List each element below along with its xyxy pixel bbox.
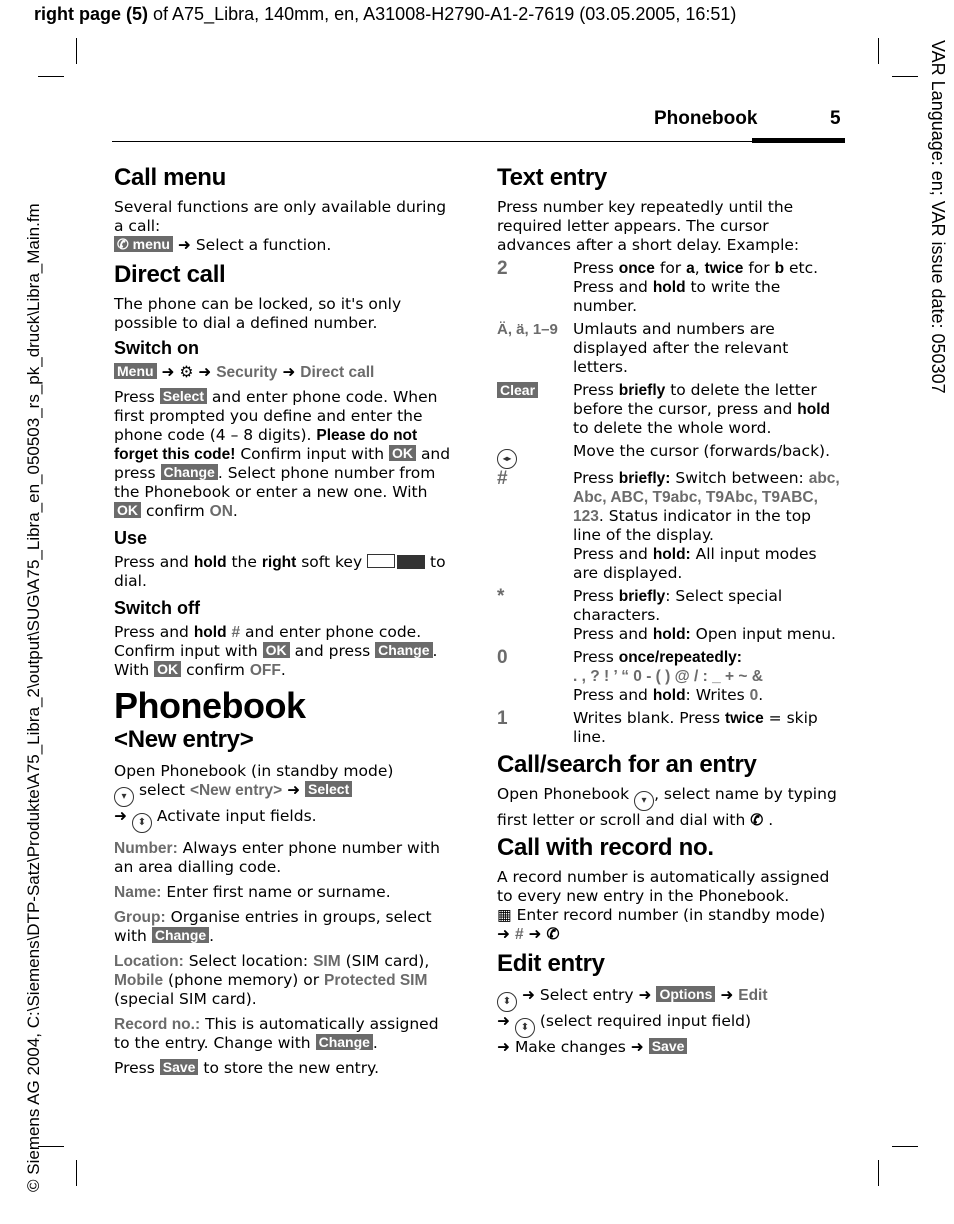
arrow-icon: ➜ <box>497 1038 510 1056</box>
settings-icon: ⚙ <box>179 363 194 381</box>
nav-updown-icon: ⬍ <box>515 1018 535 1038</box>
heading-call-menu: Call menu <box>114 164 226 191</box>
call-menu-action: ✆ menu ➜ Select a function. <box>114 236 459 255</box>
text-entry-row-hash: # Press briefly: Switch between: abc, Abc, ABC, T9abc, T9Abc, T9ABC, 123. Status indicator in the top line of the display. Press and hold: All input modes are displayed. <box>497 468 840 582</box>
change-key: Change <box>152 927 209 943</box>
arrow-icon: ➜ <box>497 925 510 943</box>
new-entry-l3: ➜ ⬍ Activate input fields. <box>114 807 459 833</box>
field-location: Location: Select location: SIM (SIM card), Mobile (phone memory) or Protected SIM (special SIM card). <box>114 952 430 1008</box>
page-number: 5 <box>830 108 841 129</box>
key-label: 2 <box>497 258 508 279</box>
crop-mark <box>38 76 64 77</box>
change-key: Change <box>161 464 218 480</box>
page-section-title: Phonebook <box>654 108 758 129</box>
call-record-action: ▦ Enter record number (in standby mode) ➜ # ➜ ✆ <box>497 906 826 943</box>
right-column <box>497 164 842 1057</box>
side-note-right: VAR Language: en; VAR issue date: 050307 <box>928 40 948 394</box>
softkey-right-icon <box>397 555 425 569</box>
heading-phonebook: Phonebook <box>114 685 306 726</box>
field-group: Group: Organise entries in groups, select with Change . <box>114 908 432 945</box>
store-entry: Press Save to store the new entry. <box>114 1059 380 1077</box>
ok-key: OK <box>263 642 290 658</box>
arrow-icon: ➜ <box>497 1012 510 1030</box>
menu-key: Menu <box>114 363 157 379</box>
arrow-icon: ➜ <box>521 986 535 1004</box>
subheading-use: Use <box>114 528 148 548</box>
edit-entry-l3: ➜ Make changes ➜ Save <box>497 1038 842 1057</box>
text-entry-row-star: * Press briefly: Select special characters. Press and hold: Open input menu. <box>497 586 836 643</box>
subheading-switch-off: Switch off <box>114 598 200 618</box>
call-record-text: A record number is automatically assigned to every new entry in the Phonebook. <box>497 868 830 905</box>
left-column <box>114 164 459 1078</box>
nav-down-icon: ▾ <box>114 787 134 807</box>
header-rule-accent <box>752 138 845 143</box>
arrow-icon: ➜ <box>177 236 191 254</box>
ok-key: OK <box>154 661 181 677</box>
call-search-body: Open Phonebook ▾ , select name by typing first letter or scroll and dial with ✆ . <box>497 785 837 829</box>
header-rule <box>112 141 845 142</box>
direct-call-text: The phone can be locked, so it's only possible to dial a defined number. <box>114 295 402 332</box>
text-entry-intro: Press number key repeatedly until the required letter appears. The cursor advances after a short delay. Example: <box>497 198 800 254</box>
nav-left-right-icon: ◂▸ <box>497 449 517 469</box>
key-label: 0 <box>497 647 508 668</box>
crop-mark <box>878 38 879 64</box>
clear-key: Clear <box>497 382 538 398</box>
heading-new-entry: <New entry> <box>114 726 254 753</box>
crop-mark <box>878 1160 879 1186</box>
switch-on-path: Menu ➜ ⚙ ➜ Security ➜ Direct call <box>114 363 459 382</box>
options-key: Options <box>656 986 715 1002</box>
change-key: Change <box>375 642 432 658</box>
key-label: # <box>497 468 508 489</box>
field-name: Name: Enter first name or surname. <box>114 883 391 901</box>
crop-mark <box>76 1160 77 1186</box>
new-entry-l1: Open Phonebook (in standby mode) <box>114 762 394 780</box>
subheading-switch-on: Switch on <box>114 338 199 358</box>
text-entry-row-cursor: ◂▸ Move the cursor (forwards/back). <box>497 442 842 469</box>
save-key: Save <box>160 1059 199 1075</box>
nav-down-icon: ▾ <box>634 791 654 811</box>
key-label: Ä, ä, 1–9 <box>497 321 558 338</box>
field-number: Number: Always enter phone number with an area dialling code. <box>114 839 440 876</box>
text-entry-row-1: 1 Writes blank. Press twice = skip line. <box>497 708 818 746</box>
crop-mark <box>892 76 918 77</box>
ok-key: OK <box>389 445 416 461</box>
heading-text-entry: Text entry <box>497 164 607 191</box>
heading-edit-entry: Edit entry <box>497 950 605 977</box>
call-menu-key: ✆ menu <box>114 236 173 252</box>
nav-updown-icon: ⬍ <box>497 992 517 1012</box>
ok-key: OK <box>114 502 141 518</box>
edit-entry-l1: ⬍ ➜ Select entry ➜ Options ➜ Edit <box>497 986 842 1012</box>
select-key: Select <box>160 388 207 404</box>
print-header-prefix: right page (5) <box>34 4 149 24</box>
heading-call-search: Call/search for an entry <box>497 751 757 778</box>
arrow-icon: ➜ <box>630 1038 644 1056</box>
change-key: Change <box>316 1034 373 1050</box>
text-entry-row-clear: Clear Press briefly to delete the letter before the cursor, press and hold to delete the whole word. <box>497 381 842 438</box>
save-key: Save <box>649 1038 688 1054</box>
arrow-icon: ➜ <box>114 807 127 825</box>
arrow-icon: ➜ <box>161 363 175 381</box>
crop-mark <box>76 38 77 64</box>
print-header-rest: of A75_Libra, 140mm, en, A31008-H2790-A1-2-7619 (03.05.2005, 16:51) <box>148 4 737 24</box>
arrow-icon: ➜ <box>638 986 652 1004</box>
arrow-icon: ➜ <box>198 363 212 381</box>
nav-updown-icon: ⬍ <box>132 813 152 833</box>
crop-mark <box>892 1146 918 1147</box>
use-body: Press and hold the right soft key to dial. <box>114 553 446 590</box>
call-key-icon: ✆ <box>750 812 764 829</box>
text-entry-row-umlauts: Ä, ä, 1–9 Umlauts and numbers are displayed after the relevant letters. <box>497 320 789 376</box>
arrow-icon: ➜ <box>720 986 734 1004</box>
arrow-icon: ➜ <box>287 781 301 799</box>
softkey-left-icon <box>367 554 395 568</box>
print-header <box>34 4 736 25</box>
keypad-icon: ▦ <box>497 906 512 924</box>
heading-call-record: Call with record no. <box>497 834 714 861</box>
heading-direct-call: Direct call <box>114 261 226 288</box>
switch-on-body: Press Select and enter phone code. When first prompted you define and enter the phone code (4 – 8 digits). Please do not forget this code! Confirm input with OK and press Change . Select phone number from the Phonebook or enter a new one. With OK confirm ON. <box>114 388 451 520</box>
text-entry-row-2: 2 Press once for a, twice for b etc. Press and hold to write the number. <box>497 258 819 315</box>
call-key-icon: ✆ <box>546 926 560 943</box>
switch-off-body: Press and hold # and enter phone code. Confirm input with OK and press Change . With OK confirm OFF. <box>114 623 438 679</box>
new-entry-l2: ▾ select <New entry> ➜ Select <box>114 781 459 807</box>
edit-entry-l2: ➜ ⬍ (select required input field) <box>497 1012 842 1038</box>
arrow-icon: ➜ <box>282 363 296 381</box>
arrow-icon: ➜ <box>528 925 542 943</box>
key-label: * <box>497 586 505 607</box>
call-menu-text: Several functions are only available during a call: <box>114 198 447 235</box>
key-label: 1 <box>497 708 508 729</box>
text-entry-row-0: 0 Press once/repeatedly: . , ? ! ’ “ 0 - ( ) @ / : _ + ~ & Press and hold: Writes 0. <box>497 647 764 704</box>
field-record: Record no.: This is automatically assigned to the entry. Change with Change . <box>114 1015 439 1052</box>
side-note-left: © Siemens AG 2004, C:\Siemens\DTP-Satz\Produkte\A75_Libra_2\output\SUG\A75_Libra_en_050503_rs_pk_druck\Libra_Main.fm <box>24 203 43 1192</box>
select-key: Select <box>305 781 352 797</box>
